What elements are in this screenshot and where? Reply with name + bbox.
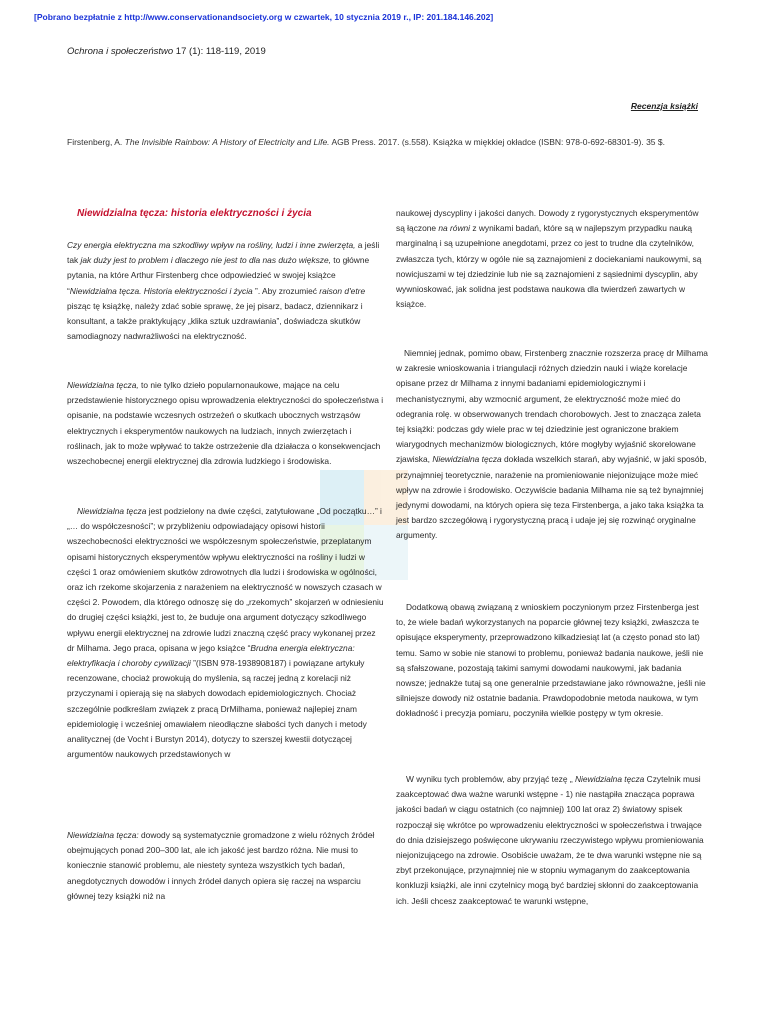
citation-author: Firstenberg, A. bbox=[67, 137, 123, 147]
citation-book-title: The Invisible Rainbow: A History of Electricity and Life. bbox=[124, 137, 330, 147]
journal-name: Ochrona i społeczeństwo bbox=[67, 46, 174, 57]
p3-c: ”(ISBN 978-1938908187) i powiązane artykuły recenzowane, chociaż prowokują do myślenia, są raczej jedną z korelacji niż przyczynami i opierają się na słabych dowodach epidemiologicznych. Chociaż szczególnie podkreślam związek z pracą DrMilhama, ponieważ najlepiej znam epidemiologię i wcześniej omawiałem nieodłączne słabości tych danych i metody analitycznej (de Vocht i Burstyn 2014), dotyczy to szerszej kwestii dotyczącej argumentów naukowych przedstawionych w bbox=[67, 658, 367, 760]
p1-italic: Czy energia elektryczna ma szkodliwy wpływ na rośliny, ludzi i inne zwierzęta, bbox=[67, 240, 356, 250]
r2-a: Niemniej jednak, pomimo obaw, Firstenberg znacznie rozszerza pracę dr Milhama w zakresie wnioskowania i triangulacji różnych dziedzin nauki i wiąże korelacje opisane przez dr Milhama z innymi badaniami epidemiologicznymi i mechanistycznymi, aby wzmocnić argument, że elektryczność może mieć do odegrania rolę. w obserwowanych trendach chorobowych. Jest to znacząca zaleta tej książki: podczas gdy wiele prac w tej dziedzinie jest ograniczone brakiem wiarygodnych mechanizmów biologicznych, które mogłyby wyjaśnić skorelowane zjawiska, bbox=[396, 348, 708, 465]
left-paragraph-4 bbox=[67, 828, 385, 904]
r1-c: z wynikami badań, które są w najlepszym przypadku nauką marginalną i są uzupełnione anegdotami, przez co jest to trudne dla czytelników, zwłaszcza tych, którzy w ogóle nie są zaznajomieni z dociekaniami naukowymi, są nowicjuszami w tej dziedzinie lub nie są zaznajomieni z sąsiednimi dyscyplin, aby wywnioskować, jak solidna jest podstawa naukowa dla twierdzeń zawartych w książce. bbox=[396, 223, 702, 310]
left-paragraph-1 bbox=[67, 238, 385, 344]
p1-b: jak duży jest to problem bbox=[80, 255, 169, 266]
r3-text: Dodatkową obawą związaną z wnioskiem poczynionym przez Firstenberga jest to, że wiele badań wykorzystanych na poparcie głównej tezy książki, zwłaszcza te opisujące eksperymenty, przeprowadzono kilkadziesiąt lat (a często ponad sto lat) temu. Samo w sobie nie stanowi to problemu, ponieważ badania naukowe, jeśli nie są sfałszowane, pozostają takimi samymi dowodami naukowymi, jak badania nowsze; jednakże tutaj są one generalnie przedstawiane jako równoważne, jeśli nie silniejsze dowody niż ostatnie badania. Prawdopodobnie metoda naukowa, w tym dokładność i precyzja pomiaru, poczyniła wielkie postępy w tym okresie. bbox=[396, 602, 706, 719]
p3-b: Brudna energia elektryczna: elektryfikacja i choroby cywilizacji bbox=[67, 642, 355, 669]
p1-d: to główne pytania, na które Arthur Firstenberg chce odpowiedzieć w swojej książce “ bbox=[67, 255, 370, 296]
r2-c: dokłada wszelkich starań, aby wyjaśnić, w jaki sposób, przynajmniej teoretycznie, narażenie na promieniowanie niejonizujące może mieć wpływ na zdrowie i środowisko. Oczywiście badania Milhama nie są też bynajmniej jedynymi dowodami, na których opiera się teza Firstenberga, a jako taka książka ta jest bardzo szczegółową i rygorystyczną pracą i udaje jej się rozwinąć oryginalne argumenty. bbox=[396, 454, 707, 541]
right-paragraph-2 bbox=[396, 346, 708, 544]
r1-b: na równi bbox=[438, 223, 471, 234]
p4-italic: Niewidzialna tęcza: bbox=[67, 830, 139, 840]
p1-a: a jeśli tak bbox=[67, 240, 380, 266]
left-paragraph-3 bbox=[67, 504, 385, 762]
left-paragraph-2 bbox=[67, 378, 385, 469]
p4-text: dowody są systematycznie gromadzone z wielu różnych źródeł obejmujących ponad 200–300 lat, ale ich jakość jest bardzo różna. Nie musi to koniecznie stanowić problemu, ale niestety synteza wszystkich tych badań, anegdotycznych dowodów i innych źródeł danych opiera się raczej na wsparciu głównej tezy książki niż na bbox=[67, 830, 375, 901]
download-note: [Pobrano bezpłatnie z http://www.conservationandsociety.org w czwartek, 10 stycznia 2019 r., IP: 201.184.146.202] bbox=[34, 12, 494, 22]
r4-c: Czytelnik musi zaakceptować dwa ważne warunki wstępne - 1) nie nastąpiła znacząca poprawa jakości badań w ciągu ostatnich (co najmniej) 100 lat oraz 2) światowy spisek rozpoczął się wkrótce po wprowadzeniu elektryczności w społeczeństwa i trwające do dnia dzisiejszego poświęcone ukrywaniu rzeczywistego wpływu promieniowania niejonizującego na zdrowie. Osobiście uważam, że te dwa warunki wstępne nie są zbyt przekonujące, przynajmniej nie w stopniu wymaganym do zaakceptowania konkluzji książki, ale inni czytelnicy mogą być bardziej skłonni do zaakceptowania ich. Jeśli chcesz zaakceptować te warunki wstępne, bbox=[396, 774, 704, 906]
p1-g: raison d'etre bbox=[319, 285, 366, 296]
article-title: Niewidzialna tęcza: historia elektryczności i życia bbox=[77, 208, 312, 219]
journal-citation bbox=[67, 46, 266, 57]
p3-italic: Niewidzialna tęcza bbox=[77, 506, 147, 516]
p2-text: to nie tylko dzieło popularnonaukowe, mające na celu przedstawienie historycznego opisu wprowadzenia elektryczności do społeczeństwa i opisanie, na podstawie wczesnych ostrzeżeń o skutkach ubocznych wstrząsów elektrycznych i eksperymentów naukowych na ludziach, innych zwierzętach i roślinach, jak to może wpływać to także ostrzeżenie dla działacza o konsekwencjach wszechobecnej energii elektrycznej dla zdrowia ludzkiego i środowiska. bbox=[67, 380, 384, 467]
p3-a: jest podzielony na dwie części, zatytułowane „Od początku…” i „… do współczesności”; w przybliżeniu odpowiadający opisowi historii wszechobecności elektryczności we współczesnym społeczeństwie, przeplatanym opisami historycznych eksperymentów wpływu elektryczności na rośliny i ludzi w części 1 oraz omówieniem skutków zdrowotnych dla ludzi i środowiska w ogólności, oraz ich rzekome skojarzenia z narażeniem na elektryczność w nowszych czasach w części 2. Powodem, dla którego odnoszę się do „rzekomych” skojarzeń w odniesieniu do drugiej części książki, jest to, że buduje ona argument dotyczący szkodliwego wpływu energii elektrycznej na zdrowie ludzi znaczną część pracy wykonanej przez dr Milhama. Jego praca, opisana w jego książce “ bbox=[67, 506, 384, 653]
p1-e: Niewidzialna tęcza. Historia elektryczności i życia bbox=[69, 285, 253, 296]
book-citation bbox=[67, 137, 707, 147]
section-label: Recenzja książki bbox=[630, 101, 698, 111]
right-paragraph-3 bbox=[396, 600, 708, 722]
p2-italic: Niewidzialna tęcza, bbox=[67, 380, 139, 390]
p1-f: ”. Aby zrozumieć bbox=[252, 285, 320, 296]
r2-b: Niewidzialna tęcza bbox=[432, 454, 502, 465]
r4-a: W wyniku tych problemów, aby przyjąć tezę „ bbox=[406, 774, 575, 784]
p1-h: pisząc tę książkę, należy zdać sobie sprawę, że jej pisarz, badacz, dziennikarz i konsultant, a także praktykujący „klika sztuk uzdrawiania”, doświadcza skutków samodiagnozy nadwrażliwości na elektryczność. bbox=[67, 300, 363, 342]
citation-details: AGB Press. 2017. (s.558). Książka w miękkiej okładce (ISBN: 978-0-692-68301-9). 35 $. bbox=[331, 137, 665, 147]
r1-a: naukowej dyscypliny i jakości danych. Dowody z rygorystycznych eksperymentów są łączone bbox=[396, 208, 699, 234]
journal-issue: 17 (1): 118-119, 2019 bbox=[175, 46, 266, 57]
r4-b: Niewidzialna tęcza bbox=[574, 774, 645, 784]
right-paragraph-4 bbox=[396, 772, 708, 909]
right-paragraph-1 bbox=[396, 206, 708, 312]
p1-c: i dlaczego nie jest to dla nas dużo większe, bbox=[170, 255, 331, 266]
